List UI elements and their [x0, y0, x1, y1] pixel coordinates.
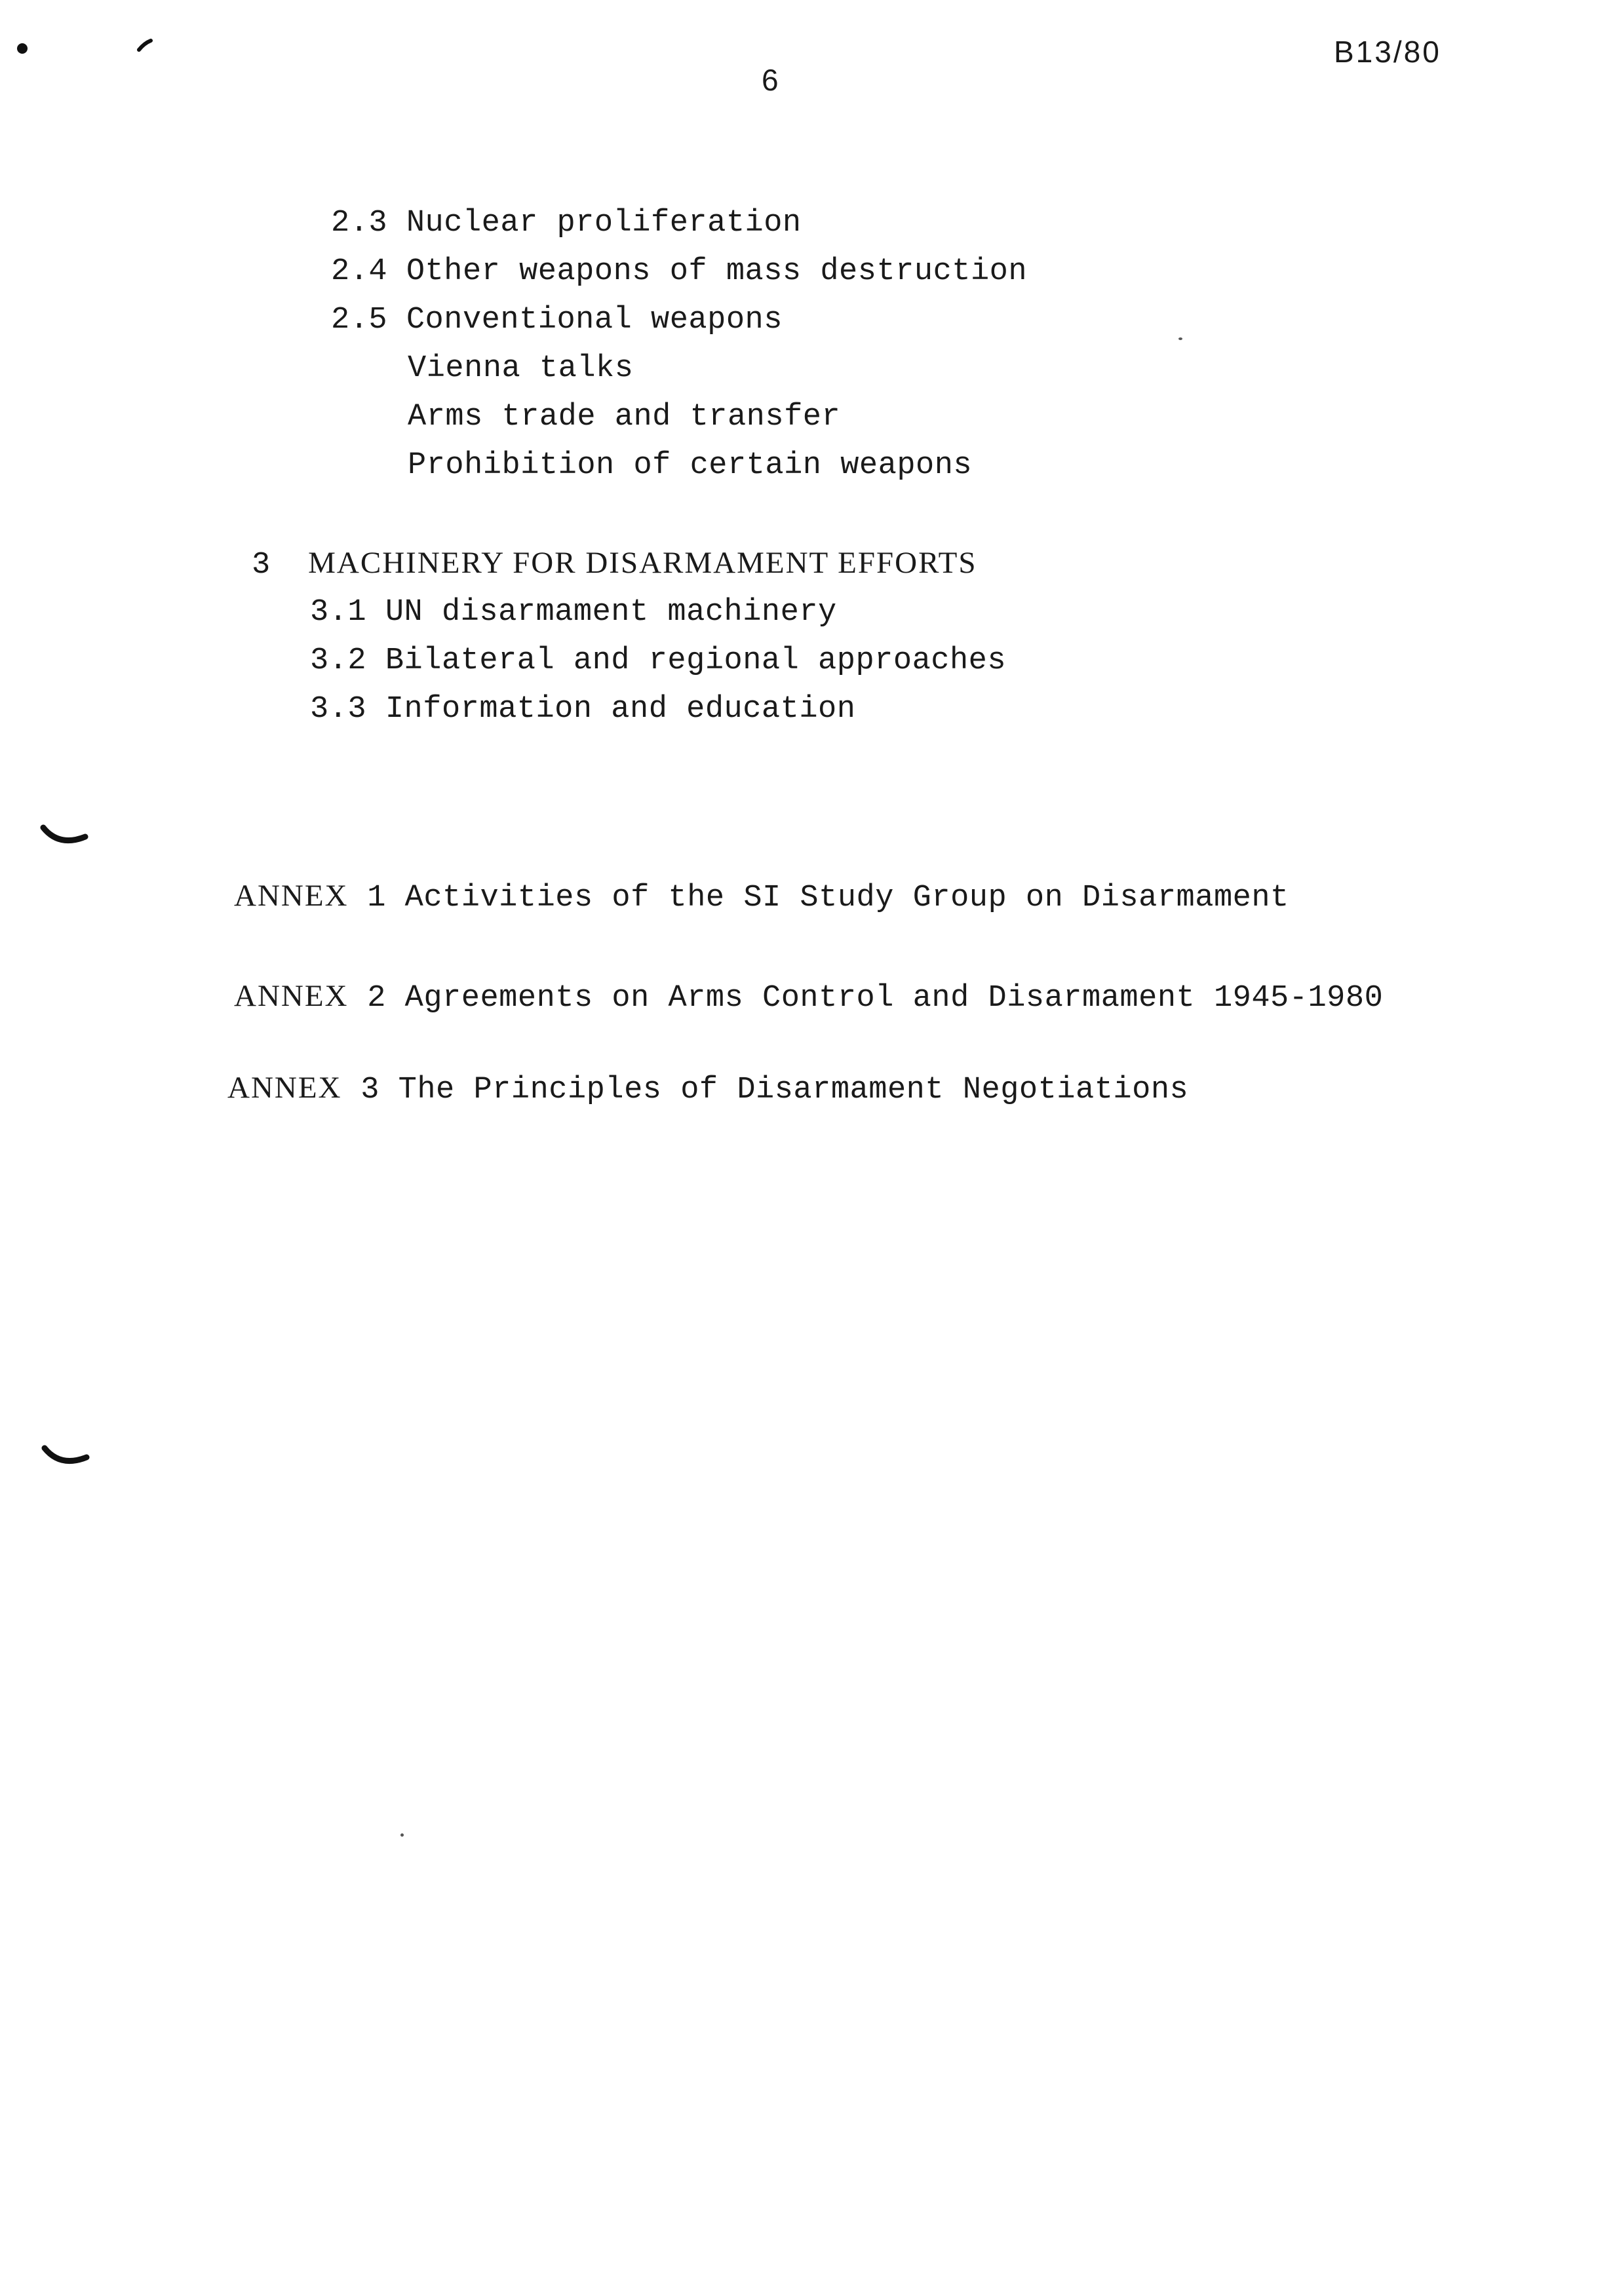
scan-speck — [400, 1833, 404, 1837]
document-reference: B13/80 — [1334, 35, 1441, 69]
toc-item — [310, 645, 1006, 676]
annex-title: Activities of the SI Study Group on Disarmament — [404, 881, 1289, 915]
annex-label: ANNEX — [234, 979, 349, 1013]
page-number: 6 — [762, 63, 779, 97]
toc-item-title: Information and education — [385, 692, 856, 727]
toc-subitem: Vienna talks — [408, 351, 634, 386]
binder-hole-mark-upper — [39, 822, 92, 855]
toc-section-title: MACHINERY FOR DISARMAMENT EFFORTS — [308, 546, 977, 580]
annex-number: 2 — [367, 981, 386, 1016]
toc-item-title: Nuclear proliferation — [406, 206, 802, 240]
toc-section-number: 3 — [252, 548, 271, 583]
toc-item-number: 3.1 — [310, 595, 367, 630]
annex-entry — [234, 881, 1289, 913]
toc-item-number: 2.5 — [331, 303, 388, 337]
toc-item — [331, 305, 783, 335]
scan-dot-mark — [17, 43, 28, 54]
annex-number: 1 — [367, 881, 386, 915]
toc-item-title: Conventional weapons — [406, 303, 783, 337]
toc-item — [310, 597, 837, 628]
annex-title: Agreements on Arms Control and Disarmament 1945-1980 — [404, 981, 1384, 1016]
toc-item — [331, 208, 802, 239]
toc-subitem: Arms trade and transfer — [408, 400, 841, 434]
binder-hole-mark-lower — [41, 1443, 93, 1476]
toc-item — [310, 694, 855, 725]
toc-section-heading — [252, 548, 977, 581]
annex-number: 3 — [360, 1073, 379, 1107]
toc-item — [331, 256, 1027, 287]
annex-title: The Principles of Disarmament Negotiations — [398, 1073, 1189, 1107]
toc-item-number: 3.2 — [310, 643, 367, 678]
toc-subitem: Prohibition of certain weapons — [408, 448, 973, 483]
scan-tick-mark — [136, 37, 156, 54]
toc-item-number: 2.3 — [331, 206, 388, 240]
annex-entry — [227, 1073, 1188, 1105]
toc-item-number: 3.3 — [310, 692, 367, 727]
toc-item-title: Bilateral and regional approaches — [385, 643, 1007, 678]
scan-speck — [1178, 337, 1182, 340]
annex-label: ANNEX — [227, 1071, 342, 1105]
annex-label: ANNEX — [234, 879, 349, 913]
toc-item-number: 2.4 — [331, 254, 388, 289]
toc-item-title: UN disarmament machinery — [385, 595, 837, 630]
toc-item-title: Other weapons of mass destruction — [406, 254, 1028, 289]
annex-entry — [234, 981, 1383, 1014]
